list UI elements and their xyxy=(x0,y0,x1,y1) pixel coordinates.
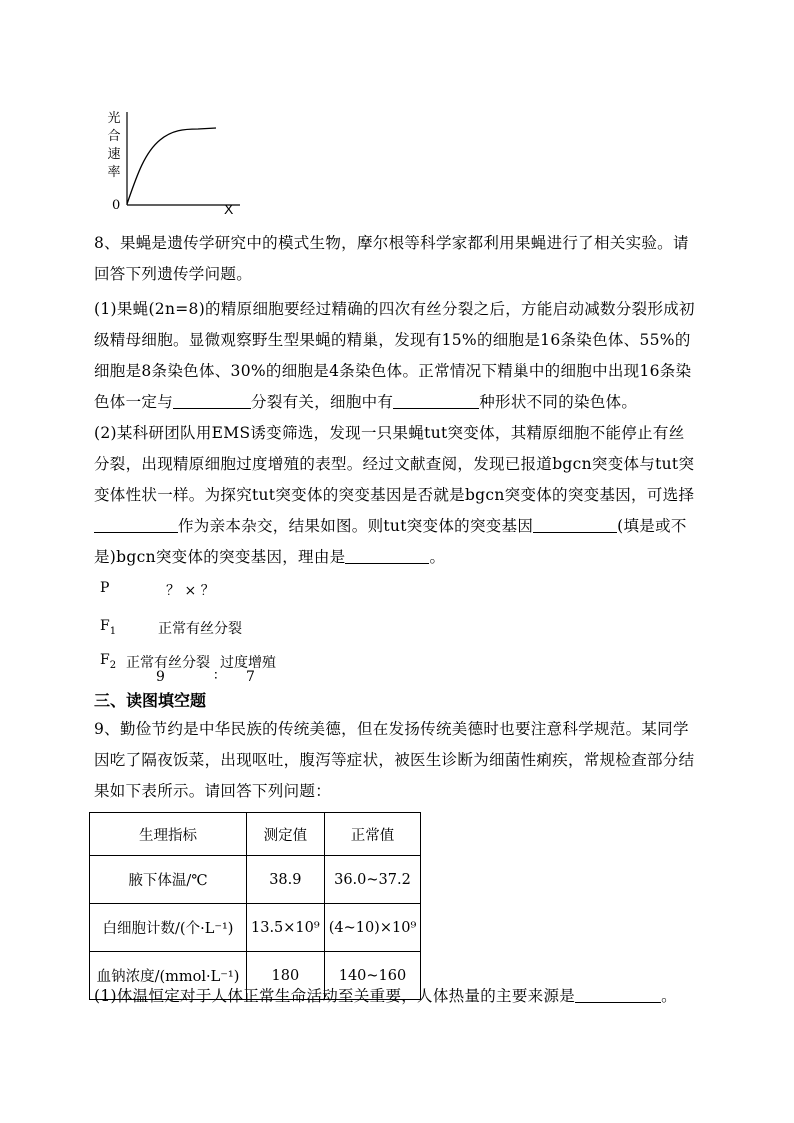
cross-ratio-right: 7 xyxy=(246,669,255,685)
rate-curve xyxy=(127,128,216,204)
q8-p1-text-c: 种形状不同的染色体。 xyxy=(479,393,638,411)
cross-ratio-colon: ∶ xyxy=(214,668,218,684)
q8-p2-text-b: 作为亲本杂交，结果如图。则tut突变体的突变基因 xyxy=(178,517,534,535)
q8-p1-text-a: (1)果蝇(2n=8)的精原细胞要经过精确的四次有丝分裂之后，方能启动减数分裂形成初级精母细胞。显微观察野生型果蝇的精巢，发现有15%的细胞是16条染色体、55%的细胞是8条染色体、30%的细胞是4条染色体。正常情况下精巢中的细胞中出现16条染色体一定与 xyxy=(94,300,695,411)
cross-p-label: P xyxy=(100,580,110,596)
answer-blank-1[interactable] xyxy=(173,390,251,409)
graph-origin-label: 0 xyxy=(112,198,121,213)
graph-axes-and-curve xyxy=(100,108,260,228)
cross-f2-phenotype-normal: 正常有丝分裂 xyxy=(126,655,210,671)
q8-p2-text-c: (填是或不是)bgcn突变体的突变基因，理由是 xyxy=(94,517,687,566)
answer-blank-3[interactable] xyxy=(94,514,178,533)
table-row xyxy=(90,904,421,952)
table-cell: 180 xyxy=(247,952,325,1000)
table-cell: 白细胞计数/(个·L⁻¹) xyxy=(90,904,247,952)
question-8-part-2 xyxy=(94,418,700,573)
table-cell: 36.0~37.2 xyxy=(324,856,421,904)
q8-p1-text-b: 分裂有关，细胞中有 xyxy=(251,393,394,411)
question-9-part-1 xyxy=(94,981,700,1012)
answer-blank-2[interactable] xyxy=(393,390,479,409)
cross-f1-label xyxy=(100,618,116,637)
question-8-intro: 8、果蝇是遗传学研究中的模式生物，摩尔根等科学家都利用果蝇进行了相关实验。请回答下列遗传学问题。 xyxy=(94,234,689,283)
q8-p2-text-d: 。 xyxy=(429,548,446,566)
y-label-char: 合 xyxy=(107,129,121,144)
table-header-cell: 测定值 xyxy=(247,813,325,856)
f2-subscript: 2 xyxy=(109,659,117,671)
table-cell: 38.9 xyxy=(247,856,325,904)
table-cell: 腋下体温/℃ xyxy=(90,856,247,904)
q9-p1-text-a: (1)体温恒定对于人体正常生命活动至关重要，人体热量的主要来源是 xyxy=(94,987,576,1005)
table-header-cell: 正常值 xyxy=(324,813,421,856)
q8-p2-text-a: (2)某科研团队用EMS诱变筛选，发现一只果蝇tut突变体，其精原细胞不能停止有丝分裂，出现精原细胞过度增殖的表型。经过文献查阅，发现已报道bgcn突变体与tut突变体性状一样。为探究tut突变体的突变基因是否就是bgcn突变体的突变基因，可选择 xyxy=(94,424,695,504)
table-header-row xyxy=(90,813,421,856)
cross-parents: ？ × ？ xyxy=(166,583,215,599)
table-header-cell: 生理指标 xyxy=(90,813,247,856)
cross-f2-phenotype-overgrowth: 过度增殖 xyxy=(220,655,276,671)
photosynthesis-graph xyxy=(100,108,260,228)
section-title: 三、读图填空题 xyxy=(94,691,207,710)
q9-p1-text-b: 。 xyxy=(661,987,677,1005)
f1-letter: F xyxy=(100,618,110,634)
graph-x-axis-label: X xyxy=(224,201,234,217)
table-cell: 13.5×10⁹ xyxy=(247,904,325,952)
cross-f1-phenotype: 正常有丝分裂 xyxy=(158,621,242,637)
cross-ratio-left: 9 xyxy=(156,669,165,685)
y-label-char: 光 xyxy=(107,111,121,126)
table-row xyxy=(90,856,421,904)
answer-blank-5[interactable] xyxy=(345,545,429,564)
y-label-char: 率 xyxy=(107,165,121,180)
answer-blank-4[interactable] xyxy=(533,514,617,533)
f2-letter: F xyxy=(100,652,110,668)
answer-blank-6[interactable] xyxy=(575,984,661,1003)
table-cell: 血钠浓度/(mmol·L⁻¹) xyxy=(90,952,247,1000)
question-8-part-1 xyxy=(94,294,700,418)
f1-subscript: 1 xyxy=(109,625,117,637)
physiology-table xyxy=(89,812,421,1000)
y-label-char: 速 xyxy=(107,147,121,162)
table-cell: (4~10)×10⁹ xyxy=(324,904,421,952)
cross-f2-label xyxy=(100,652,116,671)
question-9-intro: 9、勤俭节约是中华民族的传统美德，但在发扬传统美德时也要注意科学规范。某同学因吃了隔夜饭菜，出现呕吐，腹泻等症状，被医生诊断为细菌性痢疾，常规检查部分结果如下表所示。请回答下列问题： xyxy=(94,720,695,800)
table-cell: 140~160 xyxy=(324,952,421,1000)
